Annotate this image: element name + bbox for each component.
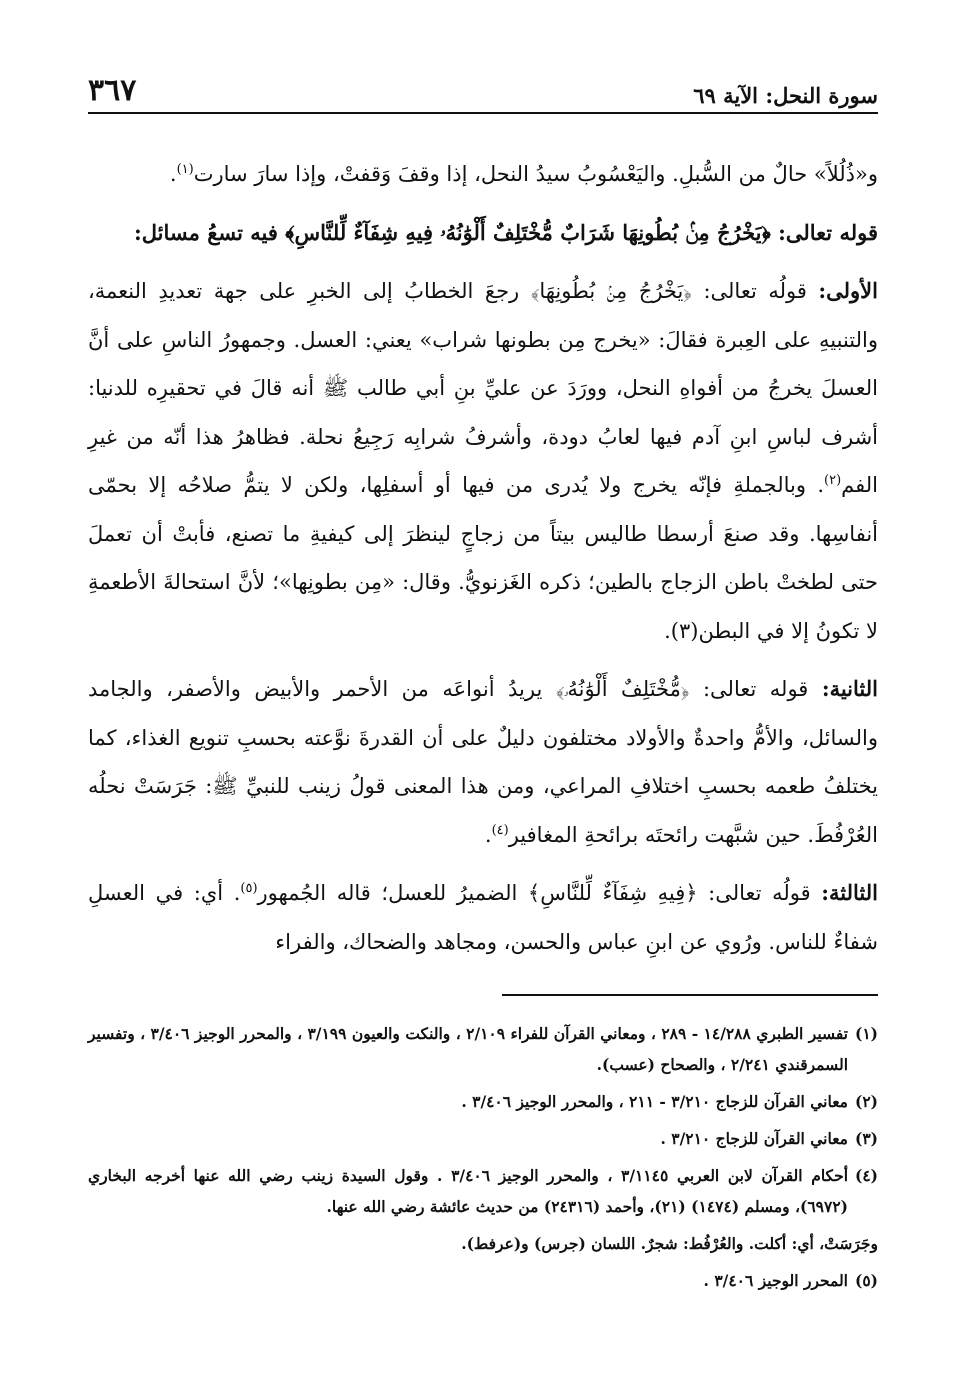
paragraph-masala-3: الثالثة: قولُه تعالى: ﴿فِيهِ شِفَآءٌ لِّلنَّاسِ﴾ الضميرُ للعسل؛ قاله الجُمهور$^{(٥)}$. أي: في العسلِ شفاءٌ للناس. ورُوي عن ابنِ عباس والحسن، ومجاهد والضحاك، والفراء [88, 880, 878, 954]
footnote-ref-4: (٤) [491, 822, 509, 838]
footnote-number: (١) [854, 1024, 878, 1043]
footnote-number: (٤) [854, 1166, 878, 1185]
section-lead: الأولى: [818, 278, 878, 303]
paragraph-masala-2: الثانية: قوله تعالى: ﴿مُّخْتَلِفٌ أَلْوَٰنُهُۥ﴾ يريدُ أنواعَه من الأحمر والأبيض والأصفر، والجامد والسائل، والأمُّ واحدةٌ والأولاد مختلفون دليلٌ على أن القدرةَ نوَّعته بحسبِ تنويع الغذاء، كما يختلفُ طعمه بحسبِ اختلافِ المراعي، ومن هذا المعنى قولُ زينب للنبيِّ ﷺ: جَرَسَتْ نحلُه العُرْفُطَ. حين شبَّهت رائحتَه برائحةِ المغافير$^{(٤)}$. [88, 676, 878, 847]
paragraph-2: قوله تعالى: ﴿يَخْرُجُ مِنۢ بُطُونِهَا شَرَابٌ مُّخْتَلِفٌ أَلْوَٰنُهُۥ فِيهِ شِفَآءٌ لِّلنَّاسِ﴾ فيه تسعُ مسائل: [134, 219, 878, 245]
footnote-text: أحكام القرآن لابن العربي ٣/١١٤٥ ، والمحرر الوجيز ٣/٤٠٦ . وقول السيدة زينب رضي الله عنها أخرجه البخاري (٦٩٧٢)، ومسلم (١٤٧٤) (٢١)، وأحمد (٢٤٣١٦) من حديث عائشة رضي الله عنها. [88, 1166, 849, 1216]
page-header [88, 66, 878, 108]
footnotes [88, 1018, 878, 1302]
footnote-text: تفسير الطبري ١٤/٢٨٨ - ٢٨٩ ، ومعاني القرآن للفراء ٢/١٠٩ ، والنكت والعيون ٣/١٩٩ ، والمحرر الوجيز ٣/٤٠٦ ، وتفسير السمرقندي ٢/٢٤١ ، والصحاح (عسب). [88, 1024, 848, 1074]
footnote-continuation [88, 1228, 878, 1259]
paragraph-masala-1: الأولى: قولُه تعالى: ﴿يَخْرُجُ مِنۢ بُطُونِهَا﴾ رجعَ الخطابُ إلى الخبرِ على جهة تعديدِ النعمة، والتنبيهِ على العِبرة فقالَ: «يخرج مِن بطونها شراب» يعني: العسل. وجمهورُ الناسِ على أنَّ العسلَ يخرجُ من أفواهِ النحل، وورَدَ عن عليِّ بنِ أبي طالب ﷺ أنه قالَ في تحقيرِه للدنيا: أشرف لباسِ ابنِ آدم فيها لعابُ دودة، وأشرفُ شرابِه رَجِيعُ نحلة. فظاهرُ هذا أنّه من غيرِ الفم$^{(٢)}$. وبالجملةِ فإنّه يخرج ولا يُدرى من فيها أو أسفلِها، ولكن لا يتمُّ صلاحُه إلا بحمّى أنفاسِها. وقد صنعَ أرسطا طاليس بيتاً من زجاجٍ لينظرَ إلى كيفيةِ ما تصنع، فأبتْ أن تعملَ حتى لطختْ باطن الزجاج بالطين؛ ذكره الغَزنويُّ. وقال: «مِن بطونِها»؛ لأنَّ استحالةَ الأطعمةِ لا تكونُ إلا في البطن(٣). [88, 278, 878, 643]
page-number: ٣٦٧ [88, 73, 137, 108]
footnote-number: (٣) [854, 1129, 878, 1148]
footnote-number: (٢) [854, 1092, 878, 1111]
footnote-text: معاني القرآن للزجاج ٣/٢١٠ - ٢١١ ، والمحرر الوجيز ٣/٤٠٦ . [461, 1092, 848, 1111]
footnote-separator [502, 994, 878, 996]
footnote [88, 1265, 878, 1296]
footnote [88, 1018, 878, 1080]
paragraph-1: و«ذُلُلاً» حالٌ من السُّبلِ. واليَعْسُوبُ سيدُ النحل، إذا وقفَ وَقفتْ، وإذا سارَ سارت$^{(١)}$. [169, 162, 878, 186]
footnote-number: (٥) [854, 1271, 878, 1290]
footnote-ref-2: (٢) [824, 473, 842, 488]
footnote-text: وجَرَسَتْ، أي: أكلت. والعُرْفُط: شجرٌ. اللسان (جرس) و(عرفط). [461, 1234, 878, 1253]
footnote-text: المحرر الوجيز ٣/٤٠٦ . [703, 1271, 848, 1290]
section-lead: الثالثة: [821, 880, 878, 905]
header-rule [88, 112, 878, 114]
footnote-ref-5: (٥) [240, 881, 258, 896]
footnote [88, 1160, 878, 1222]
running-title: سورة النحل: الآية ٦٩ [693, 83, 878, 108]
footnote [88, 1123, 878, 1154]
section-lead: الثانية: [821, 676, 878, 701]
main-text [88, 150, 878, 966]
footnote-ref-1: (١) [176, 162, 194, 177]
footnote [88, 1086, 878, 1117]
footnote-text: معاني القرآن للزجاج ٣/٢١٠ . [660, 1129, 848, 1148]
